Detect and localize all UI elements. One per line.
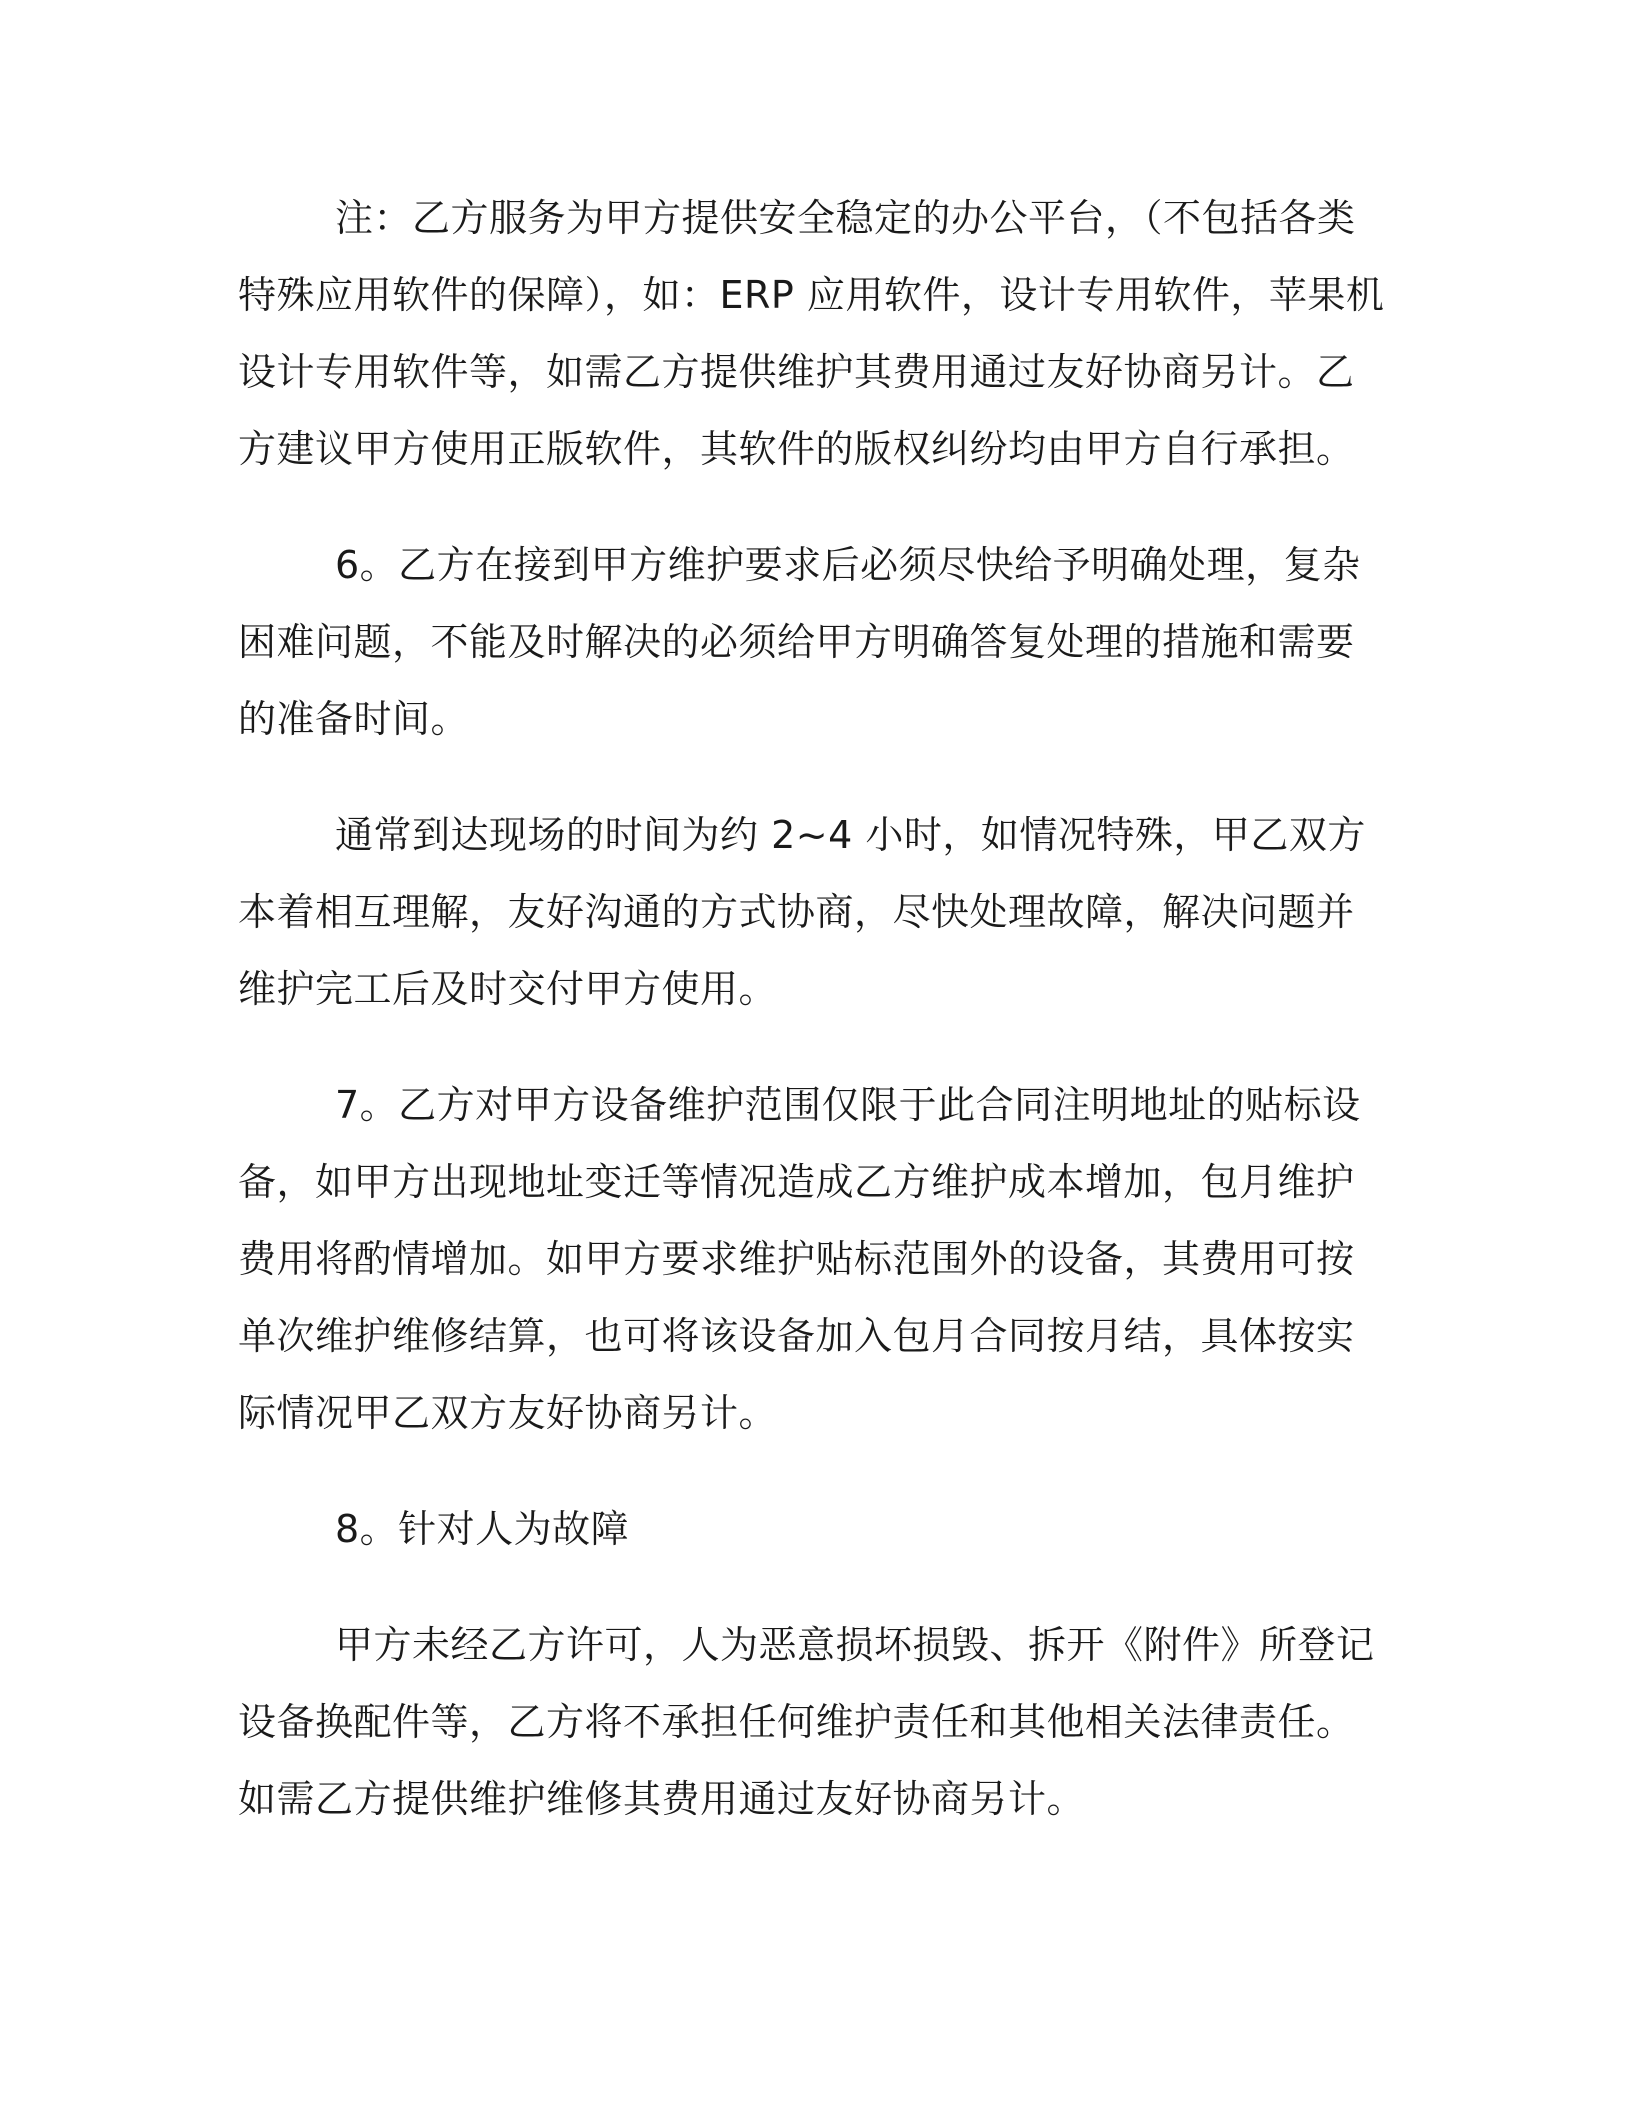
paragraph-software-note: 注：乙方服务为甲方提供安全稳定的办公平台，（不包括各类特殊应用软件的保障），如：ERP 应用软件，设计专用软件，苹果机设计专用软件等，如需乙方提供维护其费用通过友好协商另计。乙方建议甲方使用正版软件，其软件的版权纠纷均由甲方自行承担。	[238, 196, 1385, 471]
paragraph-human-fault: 甲方未经乙方许可，人为恶意损坏损毁、拆开《附件》所登记设备换配件等，乙方将不承担任何维护责任和其他相关法律责任。如需乙方提供维护维修其费用通过友好协商另计。	[238, 1623, 1375, 1821]
paragraph-onsite-time: 通常到达现场的时间为约 2~4 小时，如情况特殊，甲乙双方本着相互理解，友好沟通的方式协商，尽快处理故障，解决问题并维护完工后及时交付甲方使用。	[238, 813, 1366, 1011]
paragraph-clause-8-heading: 8。针对人为故障	[335, 1507, 630, 1551]
paragraph-clause-6: 6。乙方在接到甲方维护要求后必须尽快给予明确处理，复杂困难问题，不能及时解决的必须给甲方明确答复处理的措施和需要的准备时间。	[238, 543, 1361, 741]
document-body	[238, 180, 1388, 1877]
paragraph-clause-7: 7。乙方对甲方设备维护范围仅限于此合同注明地址的贴标设备，如甲方出现地址变迁等情况造成乙方维护成本增加，包月维护费用将酌情增加。如甲方要求维护贴标范围外的设备，其费用可按单次维护维修结算，也可将该设备加入包月合同按月结，具体按实际情况甲乙双方友好协商另计。	[238, 1083, 1361, 1435]
